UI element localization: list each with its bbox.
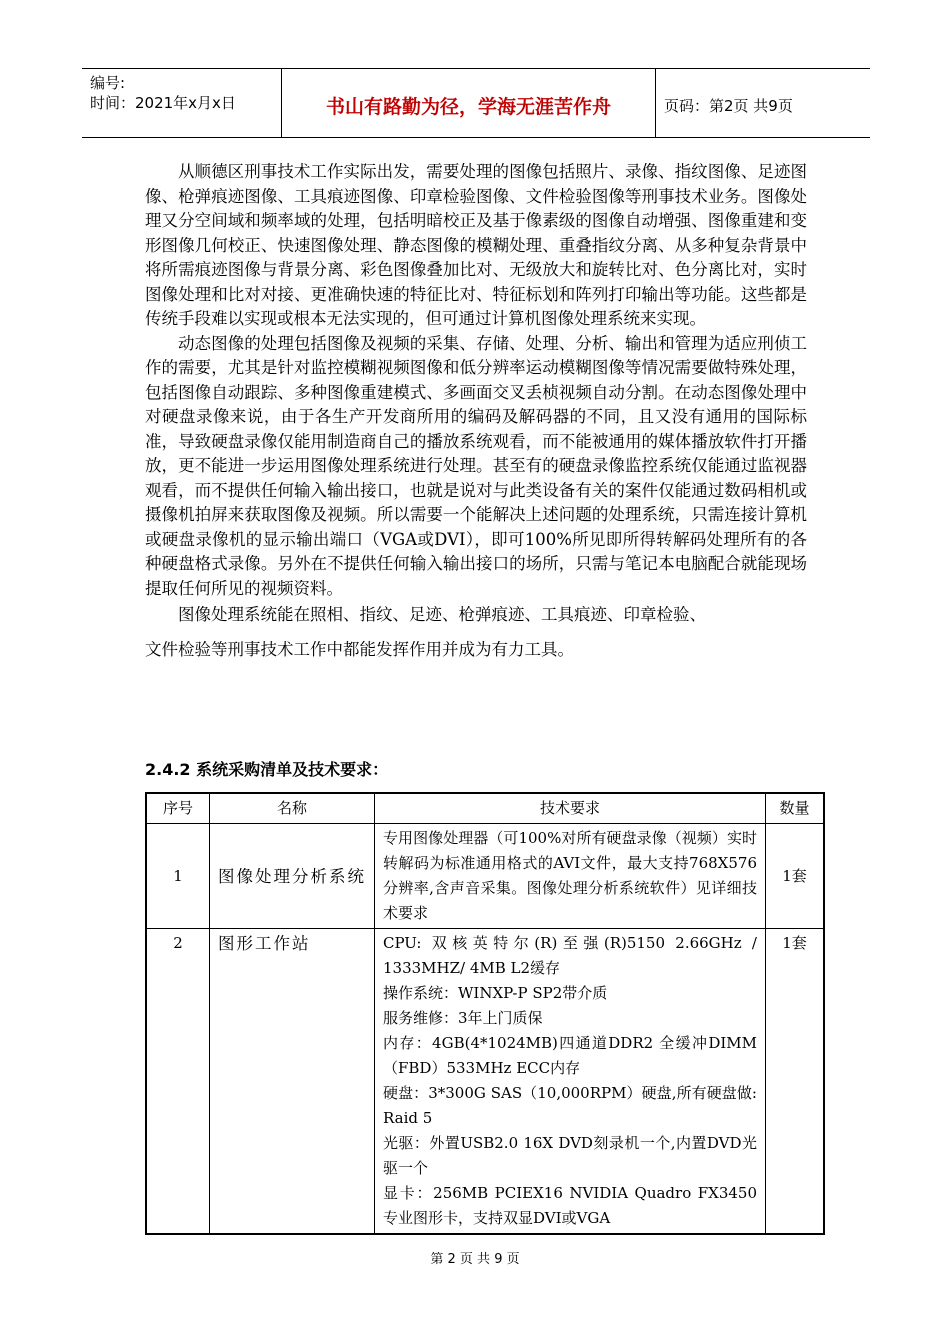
col-header-qty: 数量 (766, 793, 825, 824)
header-page-info: 页码：第2页 共9页 (664, 96, 793, 115)
cell-no: 1 (146, 824, 210, 929)
table-row (146, 824, 824, 929)
col-header-name: 名称 (210, 793, 375, 824)
req-line: 操作系统：WINXP-P SP2带介质 (383, 984, 608, 1002)
procurement-table (145, 792, 825, 1235)
body-text (145, 160, 807, 662)
cell-name: 图形工作站 (210, 929, 375, 1235)
paragraph: 动态图像的处理包括图像及视频的采集、存储、处理、分析、输出和管理为适应刑侦工作的需要，尤其是针对监控模糊视频图像和低分辨率运动模糊图像等情况需要做特殊处理，包括图像自动跟踪、多种图像重建模式、多画面交叉丢桢视频自动分割。在动态图像处理中对硬盘录像来说，由于各生产开发商所用的编码及解码器的不同，且又没有通用的国际标准，导致硬盘录像仅能用制造商自己的播放系统观看，而不能被通用的媒体播放软件打开播放，更不能进一步运用图像处理系统进行处理。甚至有的硬盘录像监控系统仅能通过监视器观看，而不提供任何输入输出接口，也就是说对与此类设备有关的案件仅能通过数码相机或摄像机拍屏来获取图像及视频。所以需要一个能解决上述问题的处理系统，只需连接计算机或硬盘录像机的显示输出端口（VGA或DVI），即可100%所见即所得转解码处理所有的各种硬盘格式录像。另外在不提供任何输入输出接口的场所，只需与笔记本电脑配合就能现场提取任何所见的视频资料。 (145, 333, 807, 598)
cell-no: 2 (146, 929, 210, 1235)
section-title: 2.4.2 系统采购清单及技术要求： (145, 760, 389, 779)
col-header-req: 技术要求 (375, 793, 766, 824)
header-motto: 书山有路勤为径，学海无涯苦作舟 (282, 69, 656, 137)
page-header (82, 68, 870, 138)
cell-req: 专用图像处理器（可100%对所有硬盘录像（视频）实时转解码为标准通用格式的AVI文件，最大支持768X576分辨率,含声音采集。图像处理分析系统软件）见详细技术要求 (375, 824, 766, 929)
cell-req (375, 929, 766, 1235)
req-line: 光驱：外置USB2.0 16X DVD刻录机一个,内置DVD光驱一个 (383, 1134, 757, 1177)
req-line: 服务维修：3年上门质保 (383, 1009, 543, 1027)
req-line: CPU: 双核英特尔(R)至强(R)5150 2.66GHz / 1333MHZ/ 4MB L2缓存 (383, 934, 757, 977)
req-line: 硬盘：3*300G SAS（10,000RPM）硬盘,所有硬盘做: Raid 5 (383, 1084, 757, 1127)
header-time: 时间：2021年x月x日 (90, 94, 236, 112)
cell-qty: 1套 (766, 929, 825, 1235)
paragraph: 文件检验等刑事技术工作中都能发挥作用并成为有力工具。 (145, 639, 574, 659)
header-code: 编号: (90, 74, 126, 92)
req-line: 内存：4GB(4*1024MB)四通道DDR2 全缓冲DIMM（FBD）533MHz ECC内存 (383, 1034, 757, 1077)
col-header-no: 序号 (146, 793, 210, 824)
paragraph: 图像处理系统能在照相、指纹、足迹、枪弹痕迹、工具痕迹、印章检验、 (178, 605, 706, 624)
header-meta (82, 69, 282, 137)
table-header-row (146, 793, 824, 824)
req-line: 显卡：256MB PCIEX16 NVIDIA Quadro FX3450专业图形卡，支持双显DVI或VGA (383, 1184, 757, 1227)
cell-qty: 1套 (766, 824, 825, 929)
cell-name: 图像处理分析系统 (210, 824, 375, 929)
paragraph: 从顺德区刑事技术工作实际出发，需要处理的图像包括照片、录像、指纹图像、足迹图像、枪弹痕迹图像、工具痕迹图像、印章检验图像、文件检验图像等刑事技术业务。图像处理又分空间域和频率域的处理，包括明暗校正及基于像素级的图像自动增强、图像重建和变形图像几何校正、快速图像处理、静态图像的模糊处理、重叠指纹分离、从多种复杂背景中将所需痕迹图像与背景分离、彩色图像叠加比对、无级放大和旋转比对、色分离比对，实时图像处理和比对对接、更准确快速的特征比对、特征标划和阵列打印输出等功能。这些都是传统手段难以实现或根本无法实现的，但可通过计算机图像处理系统来实现。 (145, 162, 807, 328)
table-row (146, 929, 824, 1235)
page-footer: 第 2 页 共 9 页 (430, 1252, 520, 1267)
